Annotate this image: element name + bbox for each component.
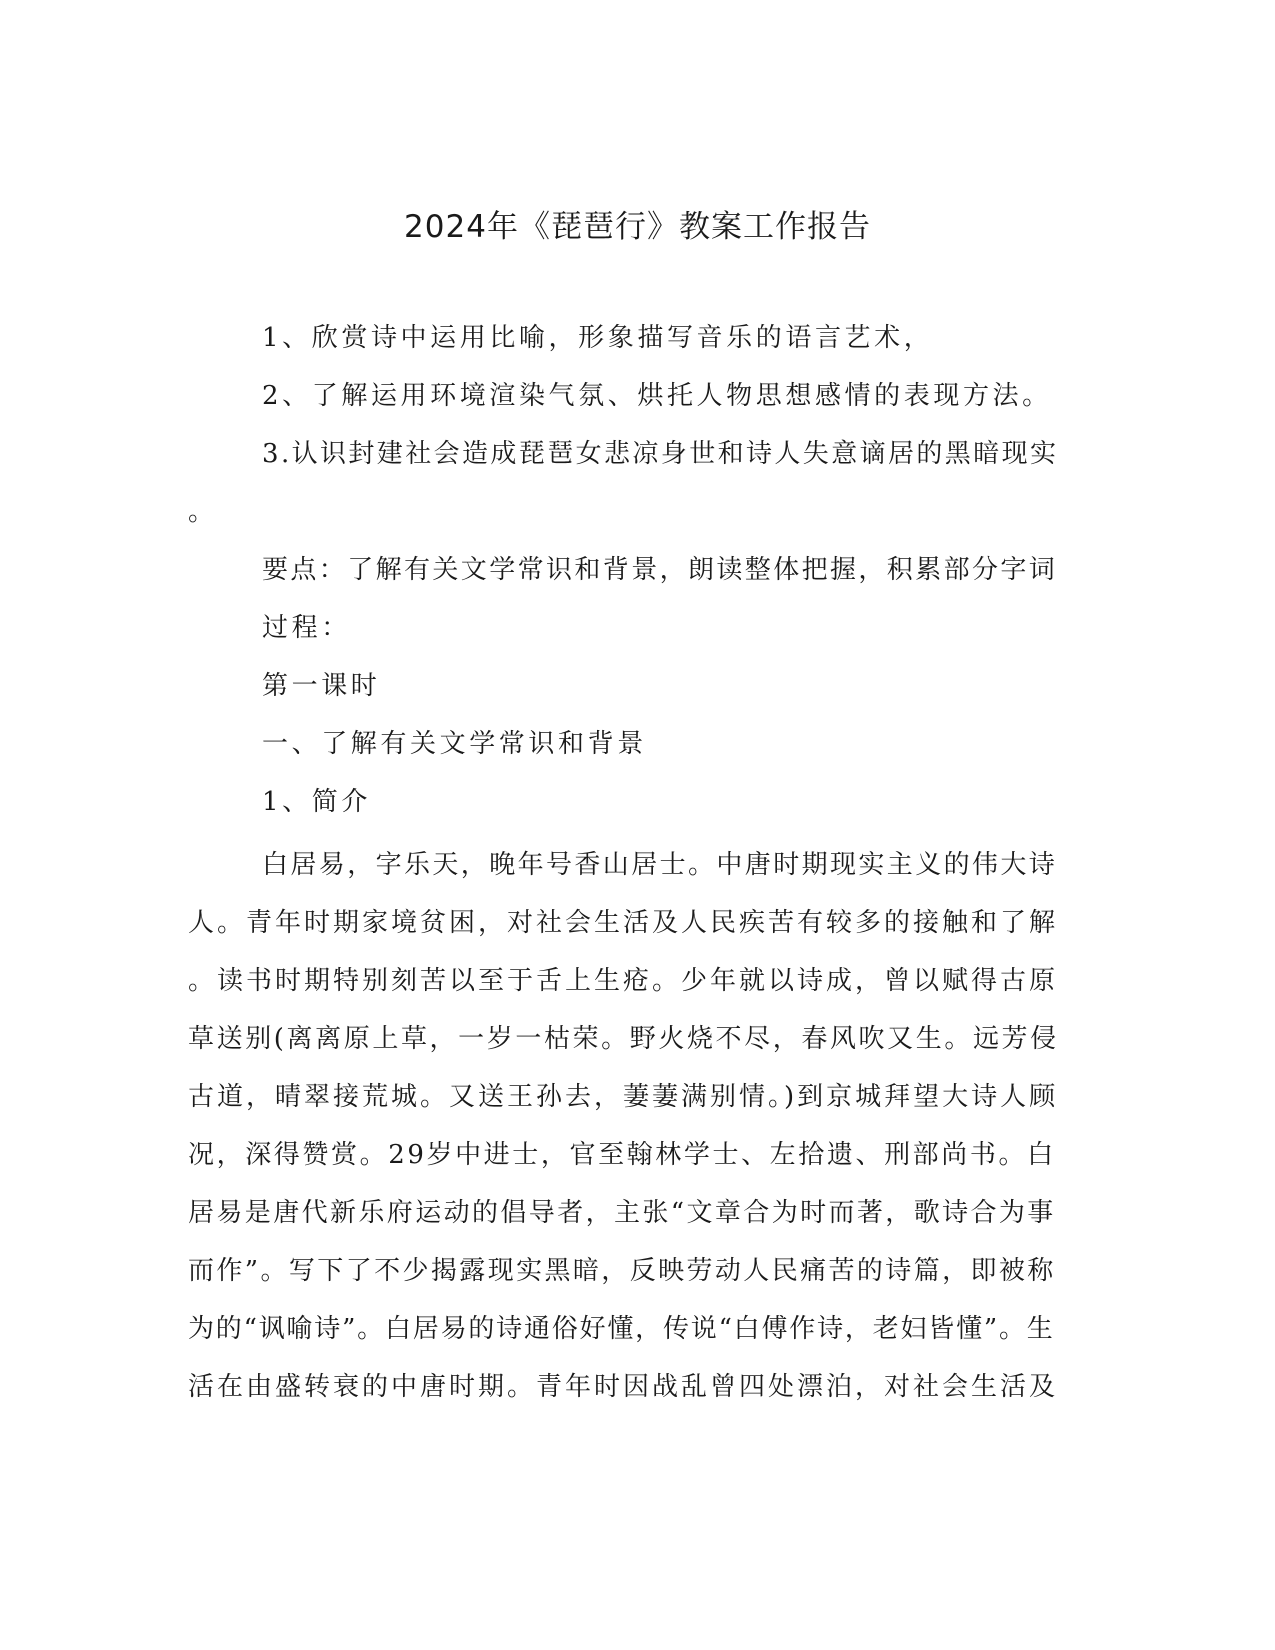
objective-3: 3.认识封建社会造成琵琶女悲凉身世和诗人失意谪居的黑暗现实 bbox=[262, 439, 1059, 469]
paragraph-line-9: 为的“讽喻诗”。白居易的诗通俗好懂，传说“白傅作诗，老妇皆懂”。生 bbox=[188, 1314, 1055, 1344]
process-heading: 过程： bbox=[262, 613, 351, 643]
objective-2: 2、了解运用环境渲染气氛、烘托人物思想感情的表现方法。 bbox=[262, 381, 1052, 411]
paragraph-line-4: 草送别(离离原上草，一岁一枯荣。野火烧不尽，春风吹又生。远芳侵 bbox=[188, 1024, 1059, 1054]
paragraph-line-5: 古道，晴翠接荒城。又送王孙去，萋萋满别情。)到京城拜望大诗人顾 bbox=[188, 1082, 1059, 1112]
paragraph-line-8: 而作”。写下了不少揭露现实黑暗，反映劳动人民痛苦的诗篇，即被称 bbox=[188, 1256, 1056, 1286]
objective-1: 1、欣赏诗中运用比喻，形象描写音乐的语言艺术， bbox=[262, 323, 934, 353]
paragraph-line-7: 居易是唐代新乐府运动的倡导者，主张“文章合为时而著，歌诗合为事 bbox=[188, 1198, 1056, 1228]
paragraph-line-1: 白居易，字乐天，晚年号香山居士。中唐时期现实主义的伟大诗 bbox=[262, 850, 1058, 880]
key-points: 要点：了解有关文学常识和背景，朗读整体把握，积累部分字词 bbox=[262, 555, 1058, 585]
section-1-heading: 一、了解有关文学常识和背景 bbox=[262, 729, 647, 759]
document-title: 2024年《琵琶行》教案工作报告 bbox=[404, 209, 871, 245]
lesson-1-heading: 第一课时 bbox=[262, 671, 381, 701]
subsection-intro: 1、简介 bbox=[262, 787, 371, 817]
paragraph-line-6: 况，深得赞赏。29岁中进士，官至翰林学士、左拾遗、刑部尚书。白 bbox=[188, 1140, 1056, 1170]
paragraph-line-2: 人。青年时期家境贫困，对社会生活及人民疾苦有较多的接触和了解 bbox=[188, 908, 1059, 938]
paragraph-line-10: 活在由盛转衰的中唐时期。青年时因战乱曾四处漂泊，对社会生活及 bbox=[188, 1372, 1059, 1402]
objective-3-cont: 。 bbox=[188, 497, 218, 527]
paragraph-line-3: 。读书时期特别刻苦以至于舌上生疮。少年就以诗成，曾以赋得古原 bbox=[188, 966, 1059, 996]
